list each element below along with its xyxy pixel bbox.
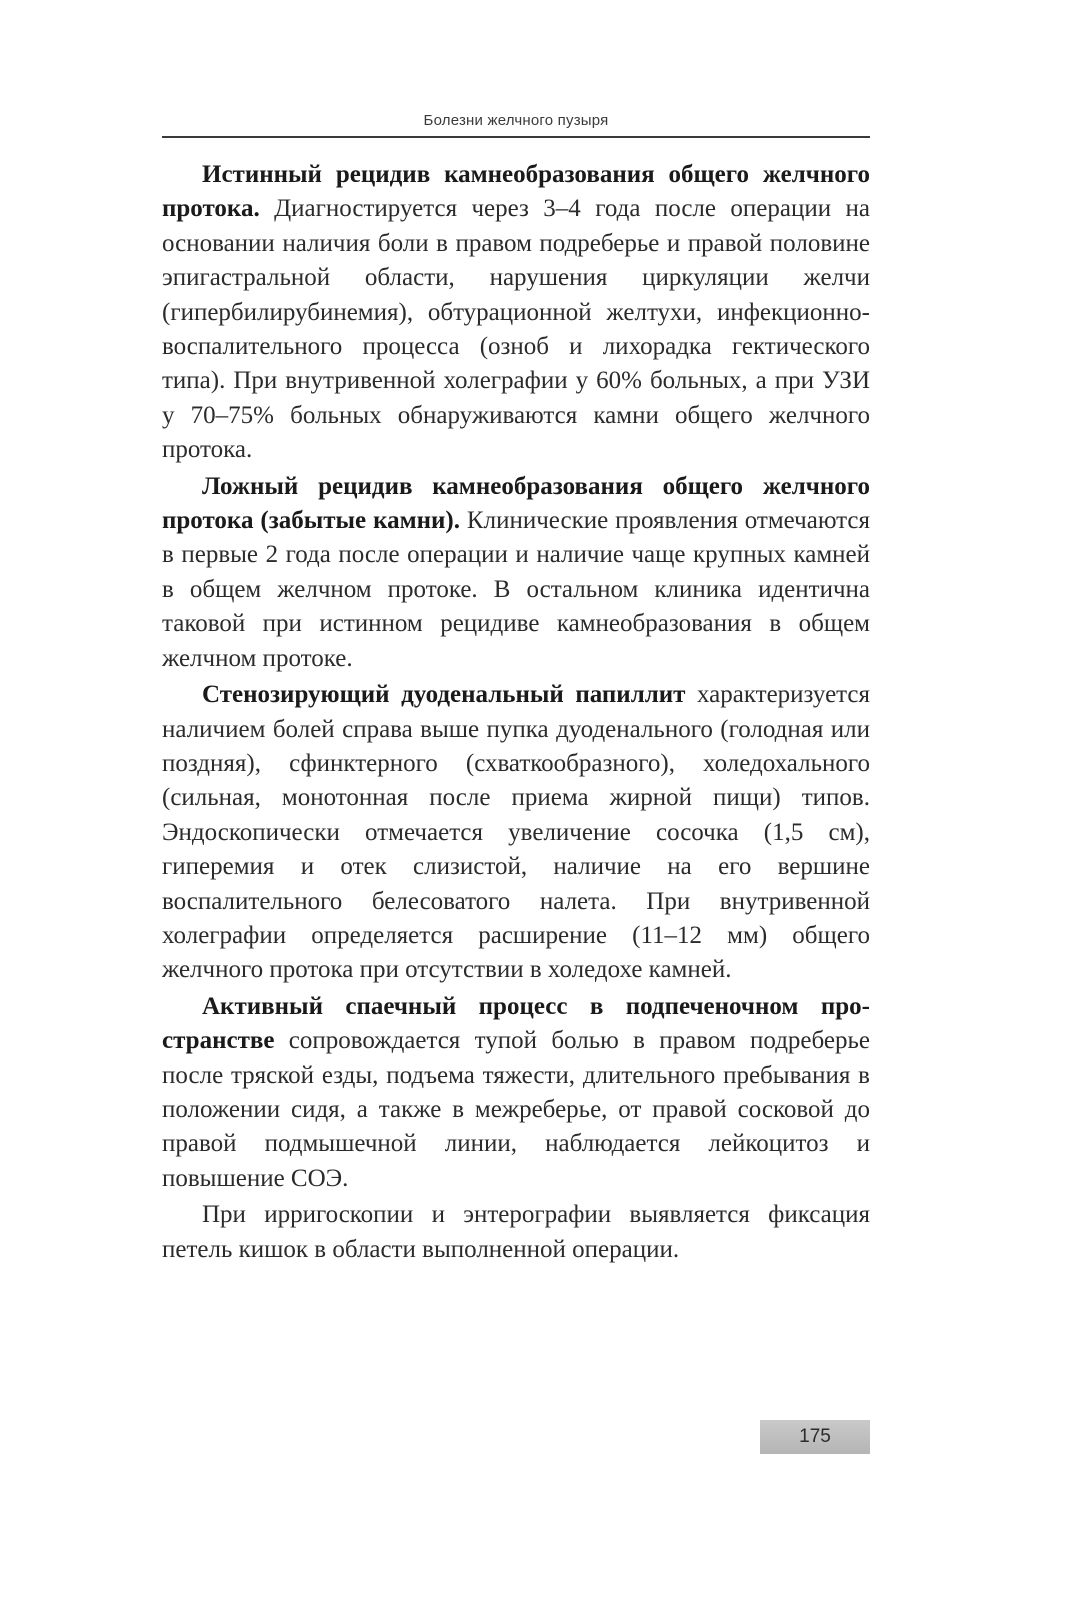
running-header: Болезни желчного пузыря [423,112,609,129]
paragraph-irrigoscopy [162,1198,870,1267]
paragraph-heading: Истинный рецидив камнеобразования общего желчного протока. [162,161,870,223]
paragraph-body: характеризуется наличием болей справа выше пупка дуоденального (голодная или поздняя), сфинктерного (схваткообразного), холедохального (сильная, монотонная после приема жирной пищи) типов. Эндоскопически отмечается увеличение сосочка (1,5 см), гиперемия и отек слизистой, наличие на его вершине воспалительного белесоватого налета. При внутривенной холеграфии определяется расширение (11–12 мм) общего желчного протока при отсутствии в холедохе камней. [162,681,870,984]
body-text [162,158,870,1269]
header-rule [162,136,870,138]
page-number-box [760,1420,870,1454]
paragraph-adhesion [162,990,870,1196]
paragraph-false-relapse [162,470,870,676]
paragraph-papillitis [162,678,870,988]
paragraph-body: сопровождается тупой болью в правом подреберье после тряской езды, подъема тяжести, длительного пребывания в положении сидя, а также в межреберье, от правой сосковой до правой подмышечной линии, наблюдается лейкоцитоз и повышение СОЭ. [162,1027,870,1192]
page-number: 175 [799,1426,831,1447]
paragraph-heading: Активный спаечный процесс в подпеченочном пространстве [162,992,870,1055]
paragraph-body: Диагностируется через 3–4 года после операции на основании наличия боли в правом подреберье и правой половине эпигастральной области, нарушения циркуляции желчи (гипербилирубинемия), обтурационной желтухи, инфекционно-воспалительного процесса (озноб и лихорадка гектического типа). При внутривенной холеграфии у 60% больных, а при УЗИ у 70–75% больных обнаруживаются камни общего желчного протока. [162,195,870,464]
paragraph-heading: Ложный рецидив камнеобразования общего желчного протока (забытые камни). [162,472,870,535]
paragraph-true-relapse [162,158,870,468]
paragraph-body: При ирригоскопии и энтерографии выявляется фиксация петель кишок в области выполненной операции. [162,1201,870,1263]
paragraph-body: Клинические проявления отмечаются в первые 2 года после операции и наличие чаще крупных камней в общем желчном протоке. В остальном клиника идентична таковой при истинном рецидиве камнеобразования в общем желчном протоке. [162,507,870,672]
paragraph-heading: Стенозирующий дуоденальный папиллит [202,681,686,709]
